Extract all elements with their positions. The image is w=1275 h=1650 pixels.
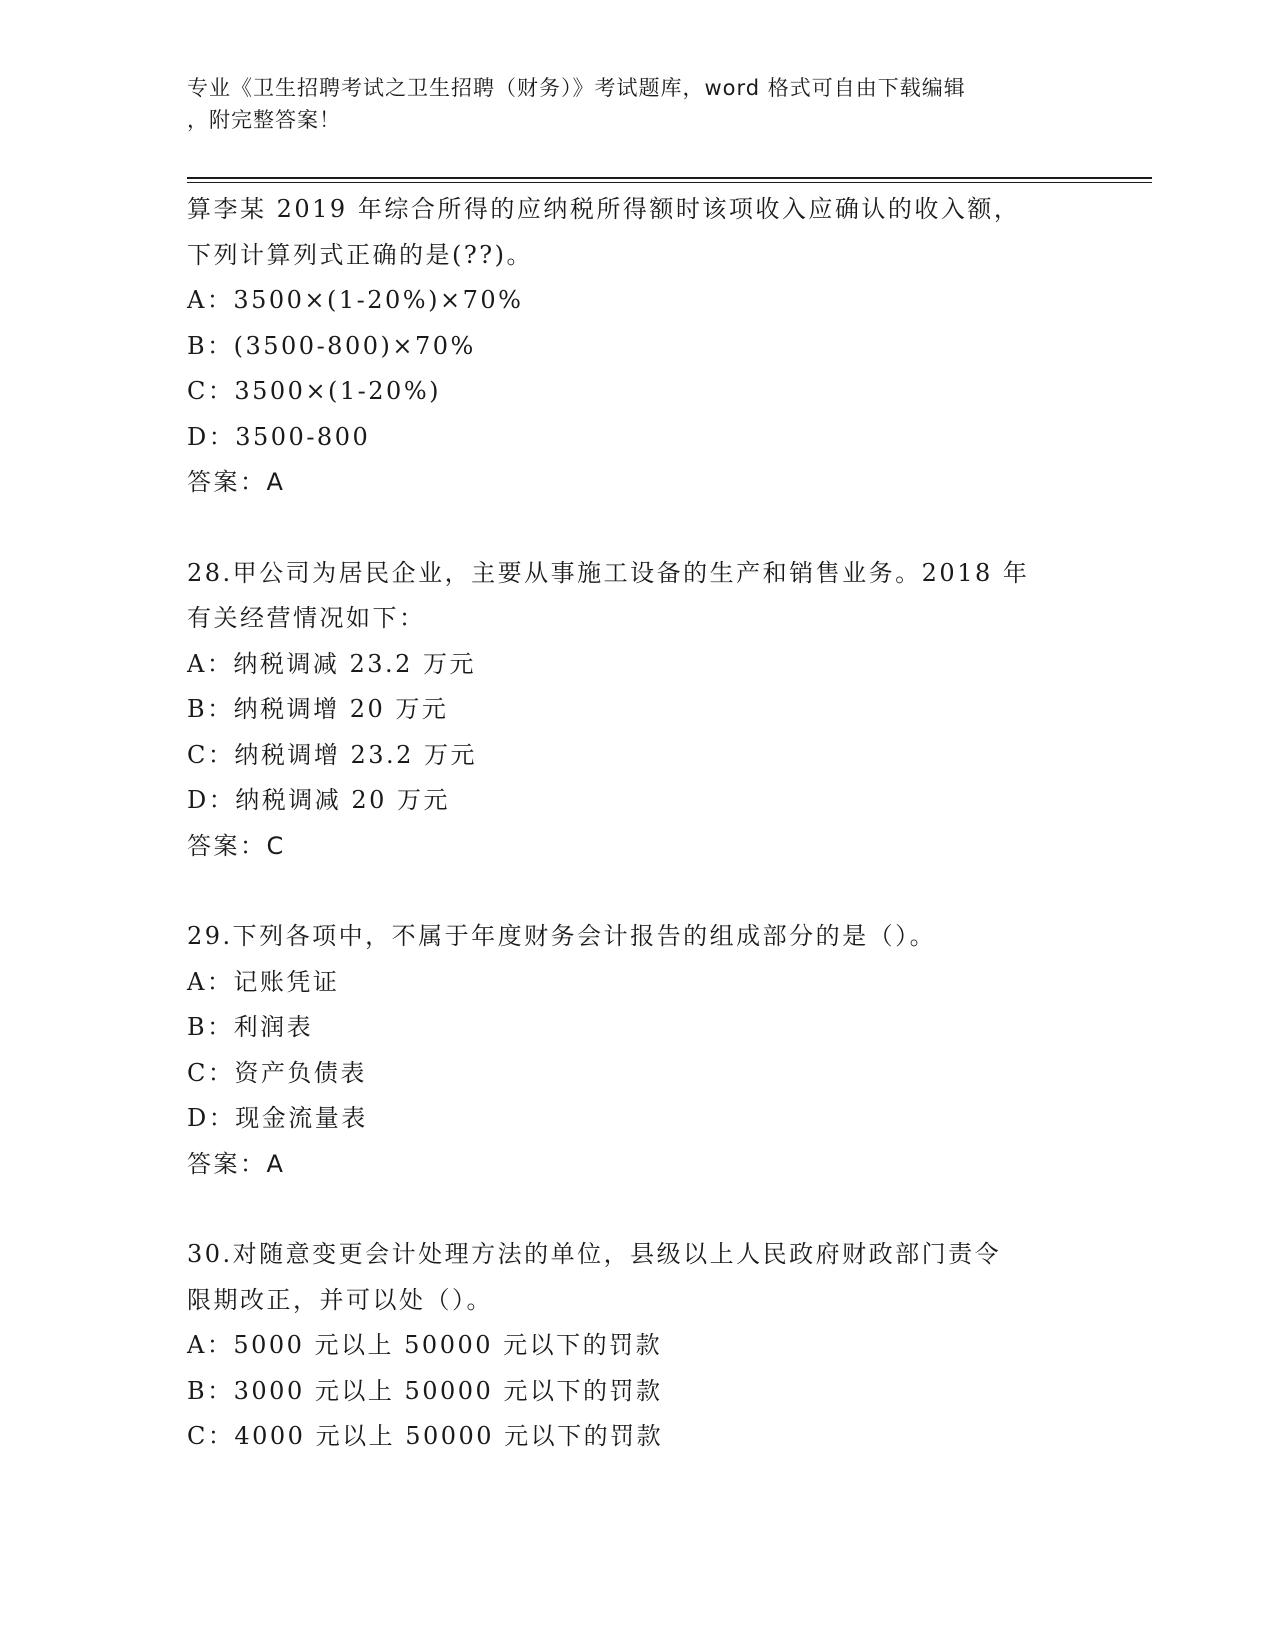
option-c: C：资产负债表 bbox=[187, 1058, 367, 1087]
question-stem-line: 下列计算列式正确的是(??)。 bbox=[187, 240, 533, 269]
header-line-2: ，附完整答案！ bbox=[187, 108, 341, 132]
answer: 答案：A bbox=[187, 1149, 286, 1178]
header-rule-thin bbox=[187, 182, 1152, 183]
option-c: C：纳税调增 23.2 万元 bbox=[187, 740, 478, 769]
answer: 答案：C bbox=[187, 831, 286, 860]
spacer bbox=[187, 506, 1107, 551]
option-c: C：4000 元以上 50000 元以下的罚款 bbox=[187, 1422, 664, 1450]
option-d: D：现金流量表 bbox=[187, 1104, 368, 1132]
question-27 bbox=[187, 187, 1107, 506]
question-30 bbox=[187, 1232, 1107, 1460]
option-a: A：记账凭证 bbox=[187, 967, 340, 996]
option-a: A：5000 元以上 50000 元以下的罚款 bbox=[187, 1331, 663, 1359]
question-stem-line: 29.下列各项中，不属于年度财务会计报告的组成部分的是（）。 bbox=[187, 922, 937, 950]
option-b: B：(3500-800)×70% bbox=[187, 331, 476, 360]
question-stem-line: 30.对随意变更会计处理方法的单位，县级以上人民政府财政部门责令 bbox=[187, 1240, 1002, 1268]
option-c: C：3500×(1-20%) bbox=[187, 377, 441, 405]
answer: 答案：A bbox=[187, 468, 286, 496]
question-29 bbox=[187, 914, 1107, 1187]
spacer bbox=[187, 869, 1107, 914]
question-stem-line: 限期改正，并可以处（）。 bbox=[187, 1285, 493, 1314]
question-stem-line: 有关经营情况如下： bbox=[187, 604, 426, 632]
spacer bbox=[187, 1187, 1107, 1232]
question-stem-line: 28.甲公司为居民企业，主要从事施工设备的生产和销售业务。2018 年 bbox=[187, 558, 1030, 587]
question-list bbox=[187, 187, 1107, 1460]
question-stem-line: 算李某 2019 年综合所得的应纳税所得额时该项收入应确认的收入额， bbox=[187, 195, 1021, 223]
question-28 bbox=[187, 551, 1107, 870]
option-d: D：纳税调减 20 万元 bbox=[187, 786, 451, 814]
header-line-1: 专业《卫生招聘考试之卫生招聘（财务）》考试题库，word 格式可自由下载编辑 bbox=[187, 76, 966, 100]
option-b: B：3000 元以上 50000 元以下的罚款 bbox=[187, 1376, 663, 1405]
option-a: A：纳税调减 23.2 万元 bbox=[187, 649, 477, 678]
option-b: B：纳税调增 20 万元 bbox=[187, 695, 449, 723]
option-d: D：3500-800 bbox=[187, 422, 371, 451]
document-header bbox=[187, 72, 1067, 136]
header-rule-thick bbox=[187, 177, 1152, 179]
option-b: B：利润表 bbox=[187, 1013, 314, 1041]
option-a: A：3500×(1-20%)×70% bbox=[187, 286, 524, 314]
